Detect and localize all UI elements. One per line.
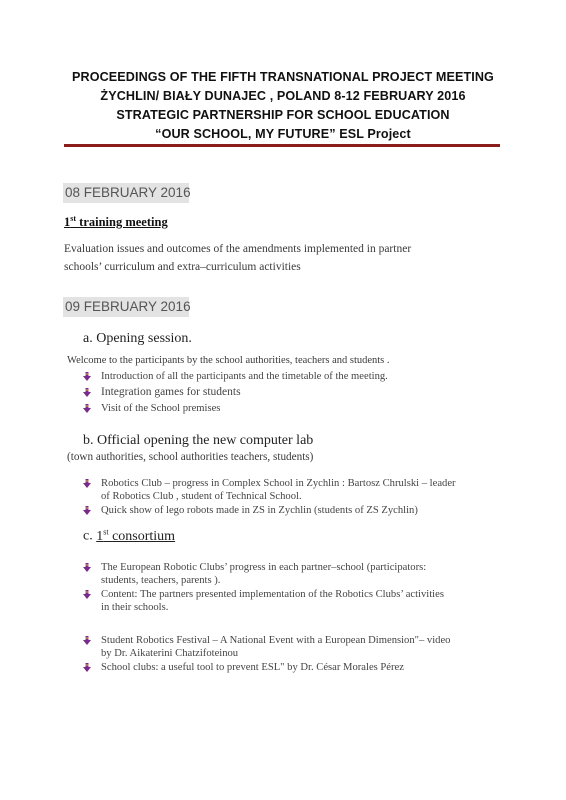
- list-item: [81, 386, 388, 399]
- date-heading-day2: 09 FEBRUARY 2016: [63, 297, 189, 317]
- arrow-bullet-icon: [82, 478, 92, 489]
- section-c-presentations-list: [81, 634, 450, 674]
- section-c-superscript: st: [103, 527, 109, 536]
- list-item-text: Visit of the School premises: [101, 403, 221, 414]
- list-item-text: School clubs: a useful tool to prevent ESL" by Dr. César Morales Pérez: [101, 662, 404, 673]
- section-b-list: [81, 477, 456, 517]
- arrow-bullet-icon: [82, 562, 92, 573]
- date-heading-day1: 08 FEBRUARY 2016: [63, 183, 189, 203]
- section-a-intro: Welcome to the participants by the school authorities, teachers and students .: [67, 355, 390, 366]
- section-c-text: consortium: [108, 528, 176, 544]
- doc-title-line-2: ŻYCHLIN/ BIAŁY DUNAJEC , POLAND 8-12 FEBRUARY 2016: [100, 89, 466, 103]
- section-c-number: 1: [96, 528, 104, 544]
- arrow-bullet-icon: [82, 589, 92, 600]
- list-item-text-cont: of Robotics Club , student of Technical School.: [101, 491, 302, 502]
- list-item: [81, 370, 388, 383]
- list-item: [81, 477, 456, 503]
- list-item: [81, 588, 444, 614]
- doc-title-line-4: “OUR SCHOOL, MY FUTURE” ESL Project: [155, 127, 411, 141]
- section-c-list: [81, 561, 444, 614]
- doc-title-line-1: PROCEEDINGS OF THE FIFTH TRANSNATIONAL PROJECT MEETING: [72, 70, 494, 84]
- section-b-intro: (town authorities, school authorities teachers, students): [67, 451, 314, 463]
- heading-text: training meeting: [76, 215, 168, 230]
- list-item-text-cont: in their schools.: [101, 602, 169, 613]
- section-b-title: b. Official opening the new computer lab: [83, 433, 314, 448]
- section-c-title: [83, 527, 175, 545]
- list-item: [81, 634, 450, 660]
- arrow-bullet-icon: [82, 371, 92, 382]
- arrow-bullet-icon: [82, 505, 92, 516]
- heading-number: 1: [64, 215, 71, 230]
- heading-superscript: st: [70, 214, 77, 223]
- day1-text-line-2: schools’ curriculum and extra–curriculum activities: [64, 261, 301, 273]
- section-c-heading: [96, 529, 175, 544]
- list-item-text: Content: The partners presented implementation of the Robotics Clubs’ activities: [101, 589, 444, 600]
- arrow-bullet-icon: [82, 403, 92, 414]
- section-a-title: a. Opening session.: [83, 331, 192, 346]
- section-c-prefix: c.: [83, 528, 97, 544]
- list-item-text: Integration games for students: [101, 386, 241, 398]
- list-item-text-cont: by Dr. Aikaterini Chatzifoteinou: [101, 648, 239, 659]
- list-item: [81, 561, 444, 587]
- list-item-text-cont: students, teachers, parents ).: [101, 575, 221, 586]
- list-item-text: Quick show of lego robots made in ZS in Zychlin (students of ZS Zychlin): [101, 505, 418, 516]
- list-item: [81, 504, 456, 517]
- arrow-bullet-icon: [82, 387, 92, 398]
- arrow-bullet-icon: [82, 662, 92, 673]
- training-meeting-heading: [64, 214, 168, 230]
- doc-title-line-3: STRATEGIC PARTNERSHIP FOR SCHOOL EDUCATION: [116, 108, 450, 122]
- list-item-text: Student Robotics Festival – A National Event with a European Dimension"– video: [101, 635, 451, 646]
- day1-text-line-1: Evaluation issues and outcomes of the amendments implemented in partner: [64, 243, 412, 255]
- list-item: [81, 402, 388, 415]
- arrow-bullet-icon: [82, 635, 92, 646]
- title-divider: [64, 144, 500, 147]
- list-item-text: Robotics Club – progress in Complex School in Zychlin : Bartosz Chrulski – leader: [101, 478, 456, 489]
- list-item-text: Introduction of all the participants and the timetable of the meeting.: [101, 371, 388, 382]
- list-item-text: The European Robotic Clubs’ progress in each partner–school (participators:: [101, 562, 427, 573]
- section-a-list: [81, 370, 388, 415]
- list-item: [81, 661, 450, 674]
